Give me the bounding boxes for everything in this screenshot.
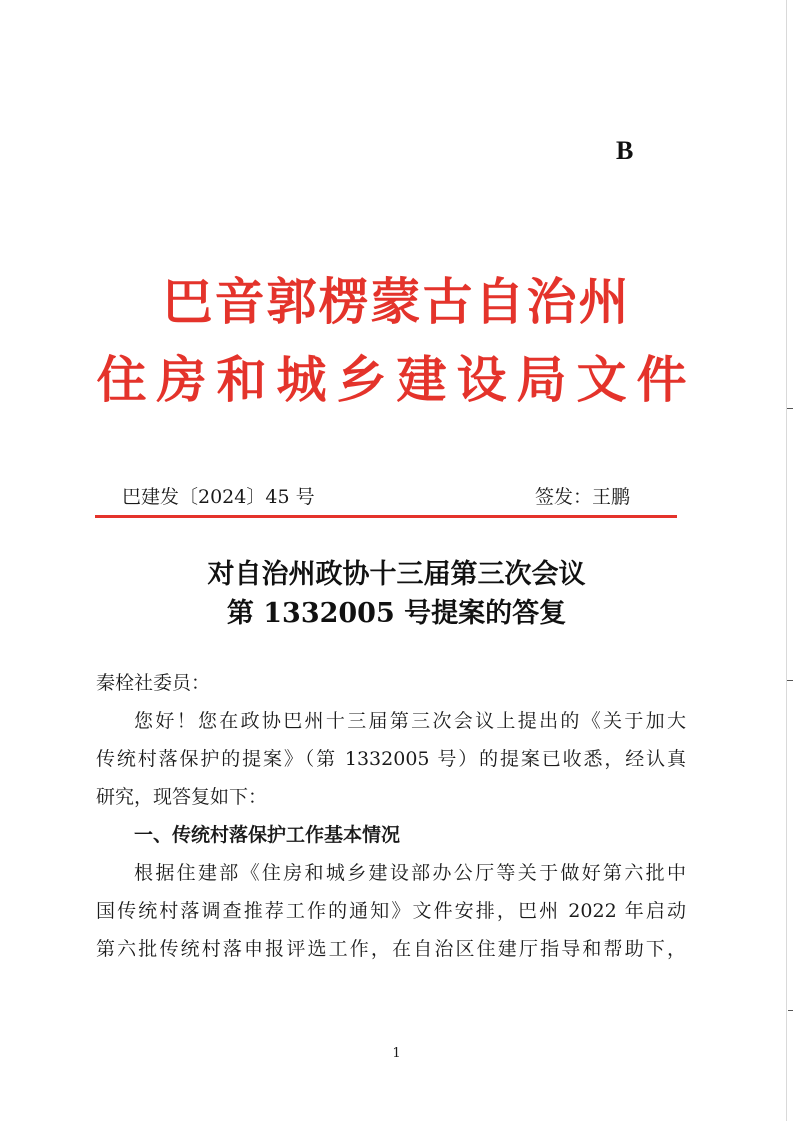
paragraph-line: 传统村落保护的提案》（第 1332005 号）的提案已收悉，经认真 xyxy=(96,748,686,770)
issuer-title-line1: 巴音郭楞蒙古自治州 xyxy=(162,273,631,331)
subject-line2: 第 1332005 号提案的答复 xyxy=(226,598,567,629)
paragraph-line: 国传统村落调查推荐工作的通知》文件安排，巴州 2022 年启动 xyxy=(96,900,686,922)
signer: 签发：王鹏 xyxy=(535,486,631,508)
binding-mark xyxy=(788,1010,793,1011)
document-number: 巴建发〔2024〕45 号 xyxy=(122,486,315,508)
classification-mark: B xyxy=(616,136,634,165)
page-number: 1 xyxy=(392,1046,401,1061)
paragraph-line: 根据住建部《住房和城乡建设部办公厅等关于做好第六批中 xyxy=(134,862,686,884)
subject-line1: 对自治州政协十三届第三次会议 xyxy=(207,559,586,590)
paragraph-line: 您好！您在政协巴州十三届第三次会议上提出的《关于加大 xyxy=(134,710,686,732)
section-heading: 一、传统村落保护工作基本情况 xyxy=(134,824,401,846)
paragraph-line: 研究，现答复如下： xyxy=(96,786,268,808)
issuer-title-line2: 住房和城乡建设局文件 xyxy=(96,351,697,409)
body-text xyxy=(96,664,686,968)
binding-mark xyxy=(787,680,793,681)
paragraph-line: 第六批传统村落申报评选工作，在自治区住建厅指导和帮助下， xyxy=(96,938,686,960)
red-separator-rule xyxy=(95,515,677,518)
salutation: 秦栓社委员： xyxy=(96,672,211,694)
